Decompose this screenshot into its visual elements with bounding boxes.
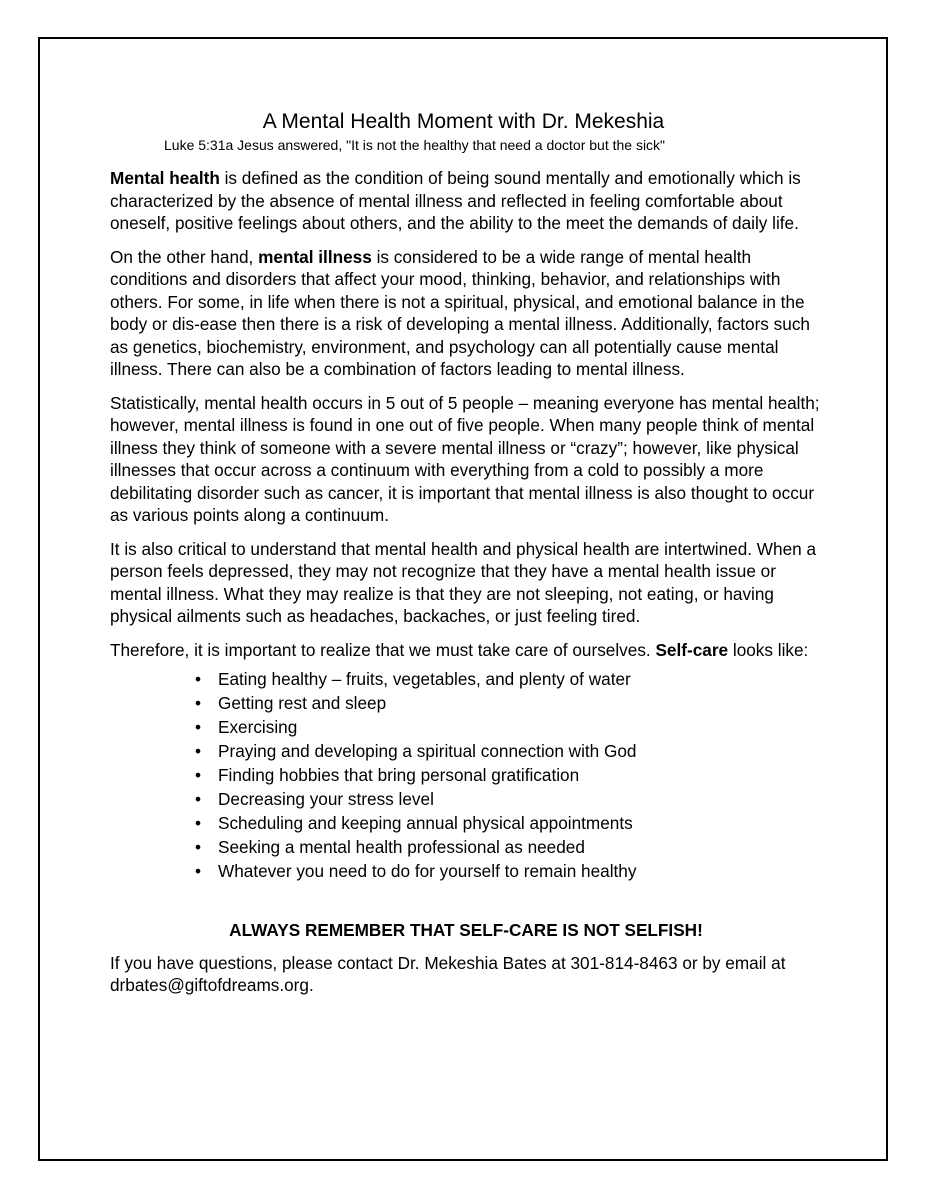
term-self-care: Self-care bbox=[655, 639, 729, 660]
paragraph-mind-body-connection: It is also critical to understand that mental health and physical health are intertwined. When a person feels depressed, they may not recognize that they have a mental health issue or mental illness. What they may realize is that they are not sleeping, not eating, or having physical ailments such as headaches, backaches, or just feeling tired. bbox=[110, 538, 817, 626]
paragraph-text: is considered to be a wide range of mental health conditions and disorders that affect your mood, thinking, behavior, and relationships with others. For some, in life when there is not a spiritual, physical, and emotional balance in the body or dis-ease then there is a risk of developing a mental illness. Additionally, factors such as genetics, biochemistry, environment, and psychology can all potentially cause mental illness. There can also be a combination of factors leading to mental illness. bbox=[110, 246, 810, 379]
list-item bbox=[110, 835, 822, 859]
paragraph-statistics: Statistically, mental health occurs in 5 out of 5 people – meaning everyone has mental health; however, mental illness is found in one out of five people. When many people think of mental illness they think of someone with a severe mental illness or “crazy”; however, like physical illnesses that occur across a continuum with everything from a cold to possibly a more debilitating disorder such as cancer, it is important that mental illness is also thought to occur as various points along a continuum. bbox=[110, 392, 820, 525]
list-item-text: Seeking a mental health professional as needed bbox=[218, 837, 585, 857]
term-mental-illness: mental illness bbox=[258, 246, 372, 267]
list-item-text: Decreasing your stress level bbox=[218, 789, 434, 809]
list-item bbox=[110, 763, 822, 787]
list-item-text: Exercising bbox=[218, 717, 298, 737]
list-item bbox=[110, 715, 822, 739]
paragraph-self-care-intro bbox=[110, 639, 822, 662]
bullet-icon: • bbox=[195, 717, 202, 737]
list-item-text: Finding hobbies that bring personal gratification bbox=[218, 765, 580, 785]
list-item-text: Eating healthy – fruits, vegetables, and plenty of water bbox=[218, 669, 631, 689]
closing-statement: ALWAYS REMEMBER THAT SELF-CARE IS NOT SELFISH! bbox=[229, 920, 703, 940]
bullet-icon: • bbox=[195, 837, 202, 857]
bullet-icon: • bbox=[195, 861, 202, 881]
page-title: A Mental Health Moment with Dr. Mekeshia bbox=[262, 110, 665, 133]
list-item-text: Whatever you need to do for yourself to remain healthy bbox=[218, 861, 637, 881]
term-mental-health: Mental health bbox=[110, 168, 220, 188]
list-item-text: Scheduling and keeping annual physical appointments bbox=[218, 813, 633, 833]
paragraph-text: On the other hand, bbox=[110, 246, 259, 267]
self-care-list bbox=[110, 667, 822, 883]
paragraph-mental-illness-definition bbox=[110, 246, 822, 381]
list-item bbox=[110, 667, 822, 691]
paragraph-mental-health-definition bbox=[110, 167, 822, 235]
contact-info: If you have questions, please contact Dr. Mekeshia Bates at 301-814-8463 or by email at drbates@giftofdreams.org. bbox=[110, 952, 786, 995]
list-item-text: Praying and developing a spiritual connection with God bbox=[218, 741, 637, 761]
bullet-icon: • bbox=[195, 813, 202, 833]
article-body bbox=[110, 167, 822, 1008]
list-item bbox=[110, 859, 822, 883]
bullet-icon: • bbox=[195, 669, 202, 689]
bullet-icon: • bbox=[195, 789, 202, 809]
paragraph-text: Therefore, it is important to realize that we must take care of ourselves. bbox=[110, 639, 656, 660]
paragraph-text: looks like: bbox=[728, 639, 809, 660]
list-item bbox=[110, 811, 822, 835]
list-item bbox=[110, 691, 822, 715]
list-item bbox=[110, 739, 822, 763]
list-item-text: Getting rest and sleep bbox=[218, 693, 387, 713]
bullet-icon: • bbox=[195, 765, 202, 785]
paragraph-text: is defined as the condition of being sound mentally and emotionally which is characterized by the absence of mental illness and reflected in feeling comfortable about oneself, positive feelings about others, and the ability to the meet the demands of daily life. bbox=[110, 168, 801, 233]
bullet-icon: • bbox=[195, 693, 202, 713]
list-item bbox=[110, 787, 822, 811]
scripture-verse: Luke 5:31a Jesus answered, "It is not the healthy that need a doctor but the sick" bbox=[164, 137, 666, 153]
bullet-icon: • bbox=[195, 741, 202, 761]
